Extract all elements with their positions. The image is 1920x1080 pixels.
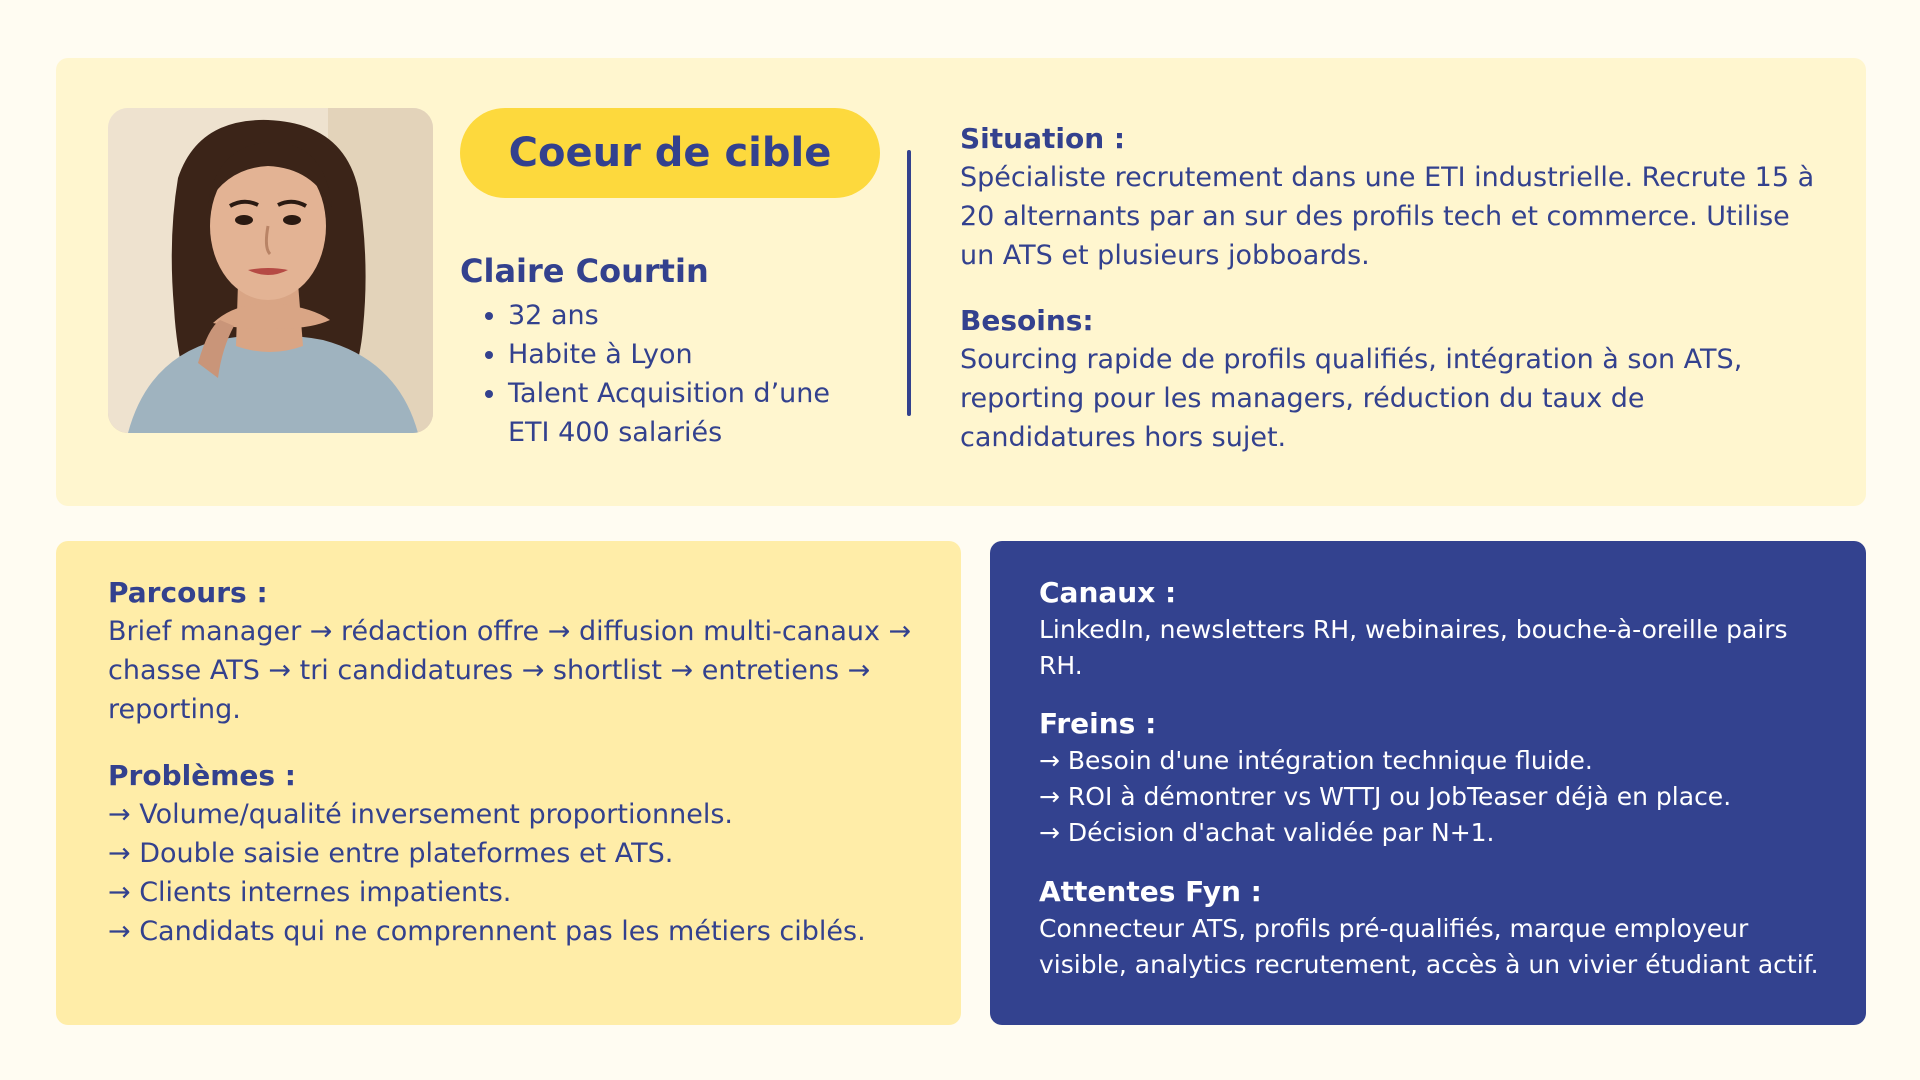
target-tag: Coeur de cible [460,108,880,198]
vertical-divider [907,150,911,416]
journey-text: Brief manager → rédaction offre → diffusion multi-canaux → chasse ATS → tri candidatures → shortlist → entretiens → reporting. [108,616,912,725]
problems-list [108,795,928,951]
brakes-section [1039,705,1839,851]
brake-item: → Besoin d'une intégration technique fluide. [1039,746,1593,775]
persona-name: Claire Courtin [460,252,709,290]
situation-title: Situation : [960,122,1126,155]
persona-facts [460,296,880,452]
expectations-title: Attentes Fyn : [1039,875,1262,908]
problems-title: Problèmes : [108,759,296,792]
brake-item: → Décision d'achat validée par N+1. [1039,818,1495,847]
fact-age: • 32 ans [508,296,880,335]
channels-text: LinkedIn, newsletters RH, webinaires, bouche-à-oreille pairs RH. [1039,615,1788,680]
problem-item: → Clients internes impatients. [108,877,512,908]
fact-location: • Habite à Lyon [508,335,880,374]
problem-item: → Candidats qui ne comprennent pas les métiers ciblés. [108,916,866,947]
fact-role: • Talent Acquisition d’une ETI 400 salariés [508,374,880,452]
persona-photo [108,108,433,433]
situation-section [960,120,1820,275]
channels-title: Canaux : [1039,576,1177,609]
problem-item: → Volume/qualité inversement proportionnels. [108,799,733,830]
problems-section [108,757,928,951]
journey-section [108,574,928,729]
expectations-text: Connecteur ATS, profils pré-qualifiés, marque employeur visible, analytics recrutement, accès à un vivier étudiant actif. [1039,914,1819,979]
brakes-title: Freins : [1039,707,1157,740]
channels-section [1039,574,1839,684]
journey-title: Parcours : [108,576,268,609]
needs-section [960,302,1820,457]
expectations-section [1039,873,1839,983]
problem-item: → Double saisie entre plateformes et ATS. [108,838,674,869]
needs-title: Besoins: [960,304,1094,337]
brakes-list [1039,743,1839,851]
brake-item: → ROI à démontrer vs WTTJ ou JobTeaser déjà en place. [1039,782,1732,811]
needs-text: Sourcing rapide de profils qualifiés, intégration à son ATS, reporting pour les managers, réduction du taux de candidatures hors sujet. [960,344,1743,453]
situation-text: Spécialiste recrutement dans une ETI industrielle. Recrute 15 à 20 alternants par an sur des profils tech et commerce. Utilise un ATS et plusieurs jobboards. [960,162,1815,271]
